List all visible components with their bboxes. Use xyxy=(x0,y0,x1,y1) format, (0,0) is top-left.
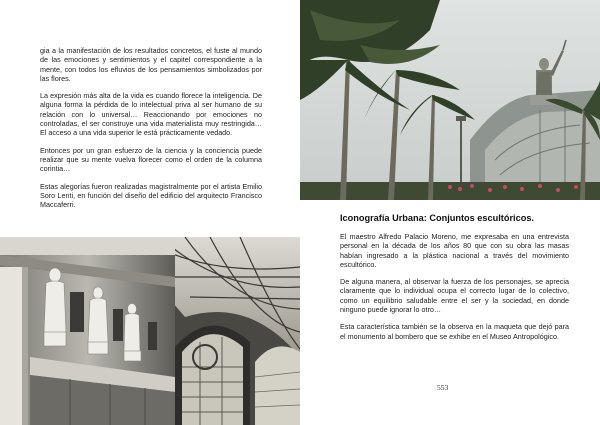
left-paragraph-2: La expresión más alta de la vida es cuando florece la inteligencia. De alguna forma la pérdida de lo intelectual priva al ser humano de su relación con lo universal… Reaccionando por emociones no controladas, el ser construye una vida materialista muy restringida…El acceso a una vida superior le está prácticamente vedado. xyxy=(40,91,262,138)
right-paragraph-2: De alguna manera, al observar la fuerza de los personajes, se aprecia claramente que lo individual ocupa el correcto lugar de lo colectivo, como un equilibrio saludable entre el ser y la sociedad, en donde ninguno puede ignorar lo otro… xyxy=(340,277,569,315)
arcade-caryatids-photo xyxy=(0,237,300,425)
left-paragraph-4: Estas alegorías fueron realizadas magistralmente por el artista Emilio Soro Lenti, en función del diseño del edificio del arquitecto Francisco Maccaferri. xyxy=(40,181,262,210)
section-title: Iconografía Urbana: Conjuntos escultóricos. xyxy=(340,213,534,223)
page-number: 553 xyxy=(437,383,449,392)
right-text-column xyxy=(340,232,569,349)
left-paragraph-3: Entonces por un gran esfuerzo de la ciencia y la conciencia puede realizar que su mente vuelva florecer como el orden de la columna corintia… xyxy=(40,145,262,174)
monument-palms-photo xyxy=(300,0,600,200)
right-paragraph-1: El maestro Alfredo Palacio Moreno, me expresaba en una entrevista personal en la década de los años 80 que con su obra las masas habían ingresado a la plástica nacional a través del movimiento escultórico. xyxy=(340,232,569,269)
left-text-column xyxy=(40,46,262,217)
left-paragraph-1: gia a la manifestación de los resultados concretos, el fuste al mundo de las emociones y sentimientos y el capitel correspondiente a la mente, con todos los efluvios de los pensamientos simbolizados por las flores. xyxy=(40,46,262,83)
right-paragraph-3: Esta característica también se la observa en la maqueta que dejó para el monumento al bombero que se exhibe en el Museo Antropológico. xyxy=(340,322,569,341)
